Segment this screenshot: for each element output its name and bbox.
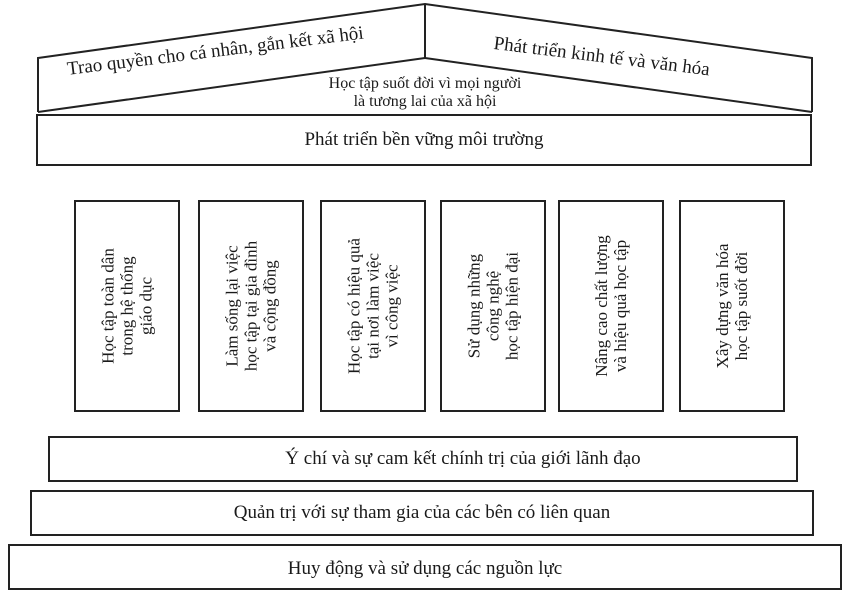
pillar-4-line-2: công nghệ	[483, 270, 503, 342]
pillar-1-text	[99, 206, 156, 406]
pillar-6-line-1: Xây dựng văn hóa	[713, 243, 732, 369]
pillar-4-text	[465, 206, 522, 406]
foundation-band-resources: Huy động và sử dụng các nguồn lực	[8, 544, 842, 590]
pillar-6-line-2: học tập suốt đời	[732, 251, 751, 361]
pillar-1-line-2: trong hệ thống	[117, 256, 137, 356]
pillar-4	[440, 200, 546, 412]
foundation-band-governance: Quản trị với sự tham gia của các bên có liên quan	[30, 490, 814, 536]
pillar-2-line-2: học tập tại gia đình	[241, 240, 261, 372]
roof-left-text: Trao quyền cho cá nhân, gắn kết xã hội	[65, 22, 365, 80]
pillar-1	[74, 200, 180, 412]
pillar-2-text	[223, 206, 280, 406]
pillar-5	[558, 200, 664, 412]
pillar-1-line-3: giáo dục	[136, 276, 156, 336]
pillar-3-line-1: Học tập có hiệu quả	[344, 238, 364, 374]
pillar-1-line-1: Học tập toàn dân	[98, 248, 118, 364]
pillar-3-line-2: tại nơi làm việc	[363, 253, 383, 359]
pillar-2-line-1: Làm sống lại việc	[222, 245, 242, 367]
roof-right-text: Phát triển kinh tế và văn hóa	[492, 33, 711, 81]
pillar-5-line-1: Nâng cao chất lượng	[592, 235, 611, 377]
pillar-3-line-3: vì công việc	[382, 264, 402, 348]
pillar-6	[679, 200, 785, 412]
pillar-3	[320, 200, 426, 412]
pillar-5-line-2: và hiệu quả học tập	[611, 239, 630, 373]
pillar-6-text	[713, 206, 751, 406]
pillar-2	[198, 200, 304, 412]
roof-center-line-2: là tương lai của xã hội	[353, 93, 497, 110]
pillar-4-line-3: học tập hiện đại	[502, 251, 522, 361]
pillar-4-line-1: Sử dụng những	[464, 253, 484, 359]
roof-center-line-1: Học tập suốt đời vì mọi người	[328, 75, 522, 92]
pillar-3-text	[345, 206, 402, 406]
pillar-5-text	[592, 206, 630, 406]
top-band-environment: Phát triển bền vững môi trường	[36, 114, 812, 166]
foundation-band-political-will: Ý chí và sự cam kết chính trị của giới lãnh đạo	[48, 436, 798, 482]
pillar-2-line-3: và cộng đồng	[260, 260, 280, 352]
